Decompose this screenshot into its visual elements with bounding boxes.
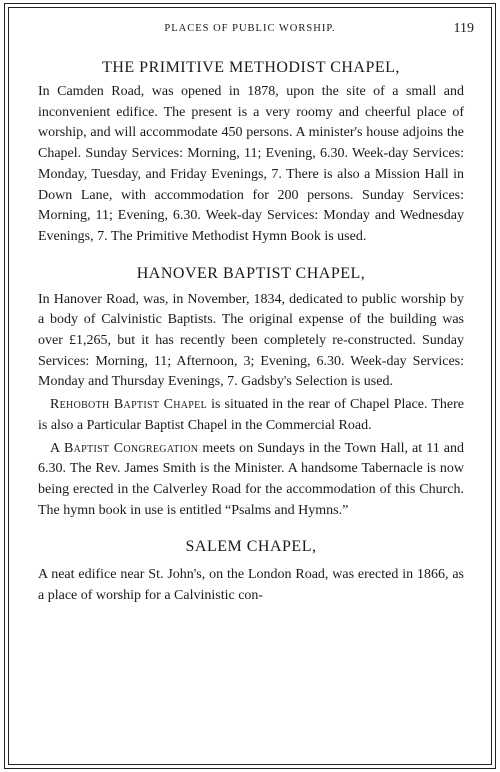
paragraph-hanover-baptist: In Hanover Road, was, in November, 1834, dedicated to public worship by a body of Calvinistic Baptists. The original expense of the building was over £1,265, but it has recently been completely re-constructed. Sunday Services: Morning, 11; Afternoon, 3; Evening, 6.30. Week-day Services: Monday and Thursday Evenings, 7. Gadsby's Selection is used. (38, 291, 464, 390)
running-title: PLACES OF PUBLIC WORSHIP. (164, 23, 336, 34)
paragraph-baptist-congregation (38, 439, 464, 522)
congregation-lead: A Baptist Congregation (50, 440, 199, 456)
section-title-primitive-methodist: THE PRIMITIVE METHODIST CHAPEL, (102, 59, 400, 76)
rehoboth-text: is situated in the rear of Chapel Place. There is also a Particular Baptist Chapel in the Commercial Road. (38, 397, 464, 433)
paragraph-primitive-methodist: In Camden Road, was opened in 1878, upon the site of a small and inconvenient edifice. The present is a very roomy and cheerful place of worship, and will accommodate 450 persons. A minister's house adjoins the Chapel. Sunday Services: Morning, 11; Evening, 6.30. Week-day Services: Monday, Tuesday, and Friday Evenings, 7. There is also a Mission Hall in Down Lane, with accommodation for 200 persons. Sunday Services: Morning, 11; Evening, 6.30. Week-day Services: Monday and Wednesday Evenings, 7. The Primitive Methodist Hymn Book is used. (38, 84, 464, 244)
page-body (38, 56, 464, 607)
rehoboth-lead: Rehoboth Baptist Chapel (50, 397, 207, 413)
section-title-salem: SALEM CHAPEL, (185, 538, 317, 556)
section-title-hanover-baptist: HANOVER BAPTIST CHAPEL, (136, 264, 366, 282)
page-header (10, 22, 490, 42)
paragraph-salem: A neat edifice near St. John's, on the London Road, was erected in 1866, as a place of worship for a Calvinistic con- (38, 567, 464, 604)
page-number: 119 (453, 21, 474, 36)
congregation-text: meets on Sundays in the Town Hall, at 11 and 6.30. The Rev. James Smith is the Minister. A handsome Tabernacle is now being erected in the Calverley Road for the accommodation of this Church. The hymn book in use is entitled “Psalms and Hymns.” (38, 440, 464, 518)
paragraph-rehoboth (38, 395, 464, 436)
